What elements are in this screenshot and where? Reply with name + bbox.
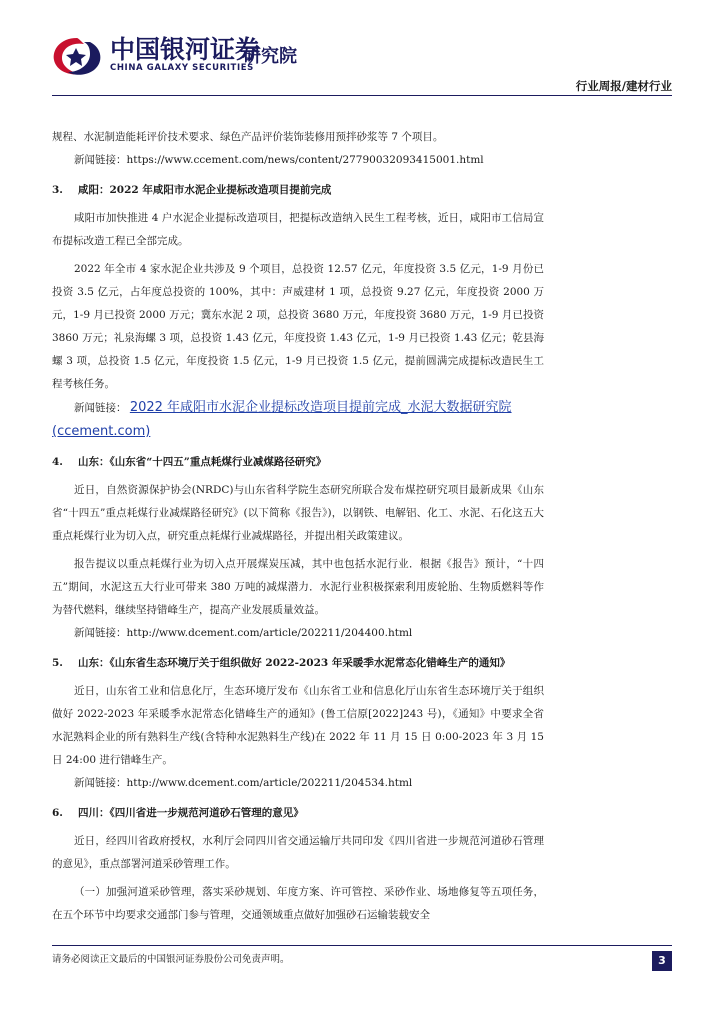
paragraph: 近日，经四川省政府授权，水利厅会同四川省交通运输厅共同印发《四川省进一步规范河道砂石管理的意见》，重点部署河道采砂管理工作。 xyxy=(52,835,544,870)
section-title: 山东：《山东省生态环境厅关于组织做好 2022-2023 年采暖季水泥常态化错峰生产的通知》 xyxy=(78,657,511,669)
section-number: 6. xyxy=(52,807,63,819)
news-link-line xyxy=(52,396,544,444)
paragraph: 2022 年全市 4 家水泥企业共涉及 9 个项目，总投资 12.57 亿元，年度投资 3.5 亿元，1-9 月份已投资 3.5 亿元，占年度总投资的 100%，其中：声威建材 1 项，总投资 9.27 亿元，年度投资 2000 万元，1-9 月已投资 2000 万元；冀东水泥 2 项，总投资 3680 万元，年度投资 3680 万元，1-9 月已投资 3860 万元；礼泉海螺 3 项，总投资 1.43 亿元，年度投资 1.43 亿元，1-9 月已投资 1.43 亿元；乾县海螺 3 项，总投资 1.5 亿元，年度投资 1.5 亿元，1-9 月已投资 1.5 亿元，提前圆满完成提标改造民生工程考核任务。 xyxy=(52,263,544,390)
brand-institute: 研究院 xyxy=(243,46,297,67)
news-link-prefix: 新闻链接： xyxy=(74,402,127,414)
page-header xyxy=(0,0,724,100)
report-type: 行业周报/建材行业 xyxy=(575,79,672,93)
brand-name-en: CHINA GALAXY SECURITIES xyxy=(110,63,254,73)
paragraph: 规程、水泥制造能耗评价技术要求、绿色产品评价装饰装修用预拌砂浆等 7 个项目。 xyxy=(52,131,444,143)
section-heading-4 xyxy=(52,451,544,474)
section-number: 5. xyxy=(52,657,63,669)
section-number: 3. xyxy=(52,184,63,196)
footer-disclaimer: 请务必阅读正文最后的中国银河证券股份公司免责声明。 xyxy=(52,954,290,965)
document-body xyxy=(52,126,544,927)
news-link-hyperlink[interactable]: 2022 年咸阳市水泥企业提标改造项目提前完成_水泥大数据研究院 (ccement.com) xyxy=(52,400,512,439)
news-link[interactable]: 新闻链接：http://www.dcement.com/article/202211/204534.html xyxy=(74,777,413,789)
paragraph: 近日，山东省工业和信息化厅，生态环境厅发布《山东省工业和信息化厅山东省生态环境厅关于组织做好 2022-2023 年采暖季水泥常态化错峰生产的通知》(鲁工信原[2022]243 号)，《通知》中要求全省水泥熟料企业的所有熟料生产线(含特种水泥熟料生产线)在 2022 年 11 月 15 日 0:00-2023 年 3 月 15 日 24:00 进行错峰生产。 xyxy=(52,685,544,766)
paragraph: 咸阳市加快推进 4 户水泥企业提标改造项目，把提标改造纳入民生工程考核，近日，咸阳市工信局宣布提标改造工程已全部完成。 xyxy=(52,212,544,247)
section-heading-3 xyxy=(52,179,544,202)
section-title: 四川：《四川省进一步规范河道砂石管理的意见》 xyxy=(78,807,304,819)
page-number: 3 xyxy=(652,951,672,971)
galaxy-logo-icon xyxy=(50,34,104,78)
header-rule xyxy=(52,95,672,96)
paragraph: （一）加强河道采砂管理，落实采砂规划、年度方案、许可管控、采砂作业、场地修复等五项任务，在五个环节中均要求交通部门参与管理，交通领域重点做好加强砂石运输装载安全 xyxy=(52,886,544,921)
section-heading-6 xyxy=(52,802,544,825)
news-link[interactable]: 新闻链接：http://www.dcement.com/article/202211/204400.html xyxy=(74,627,413,639)
section-heading-5 xyxy=(52,652,544,675)
paragraph: 报告提议以重点耗煤行业为切入点开展煤炭压减，其中也包括水泥行业．根据《报告》预计，“十四五”期间，水泥这五大行业可带来 380 万吨的减煤潜力．水泥行业积极探索利用废轮胎、生物质燃料等作为替代燃料，继续坚持错峰生产，提高产业发展质量效益。 xyxy=(52,558,544,616)
footer-rule xyxy=(52,945,672,946)
section-title: 山东：《山东省“十四五”重点耗煤行业减煤路径研究》 xyxy=(78,456,327,468)
news-link[interactable]: 新闻链接：https://www.ccement.com/news/content/27790032093415001.html xyxy=(74,154,484,166)
section-title: 咸阳：2022 年咸阳市水泥企业提标改造项目提前完成 xyxy=(78,184,332,196)
brand-name-cn: 中国银河证券 xyxy=(110,35,261,64)
section-number: 4. xyxy=(52,456,63,468)
paragraph: 近日，自然资源保护协会(NRDC)与山东省科学院生态研究所联合发布煤控研究项目最新成果《山东省“十四五”重点耗煤行业减煤路径研究》(以下简称《报告》)，以钢铁、电解铝、化工、水泥、石化这五大重点耗煤行业为切入点，研究重点耗煤行业减煤路径，并提出相关政策建议。 xyxy=(52,484,544,542)
